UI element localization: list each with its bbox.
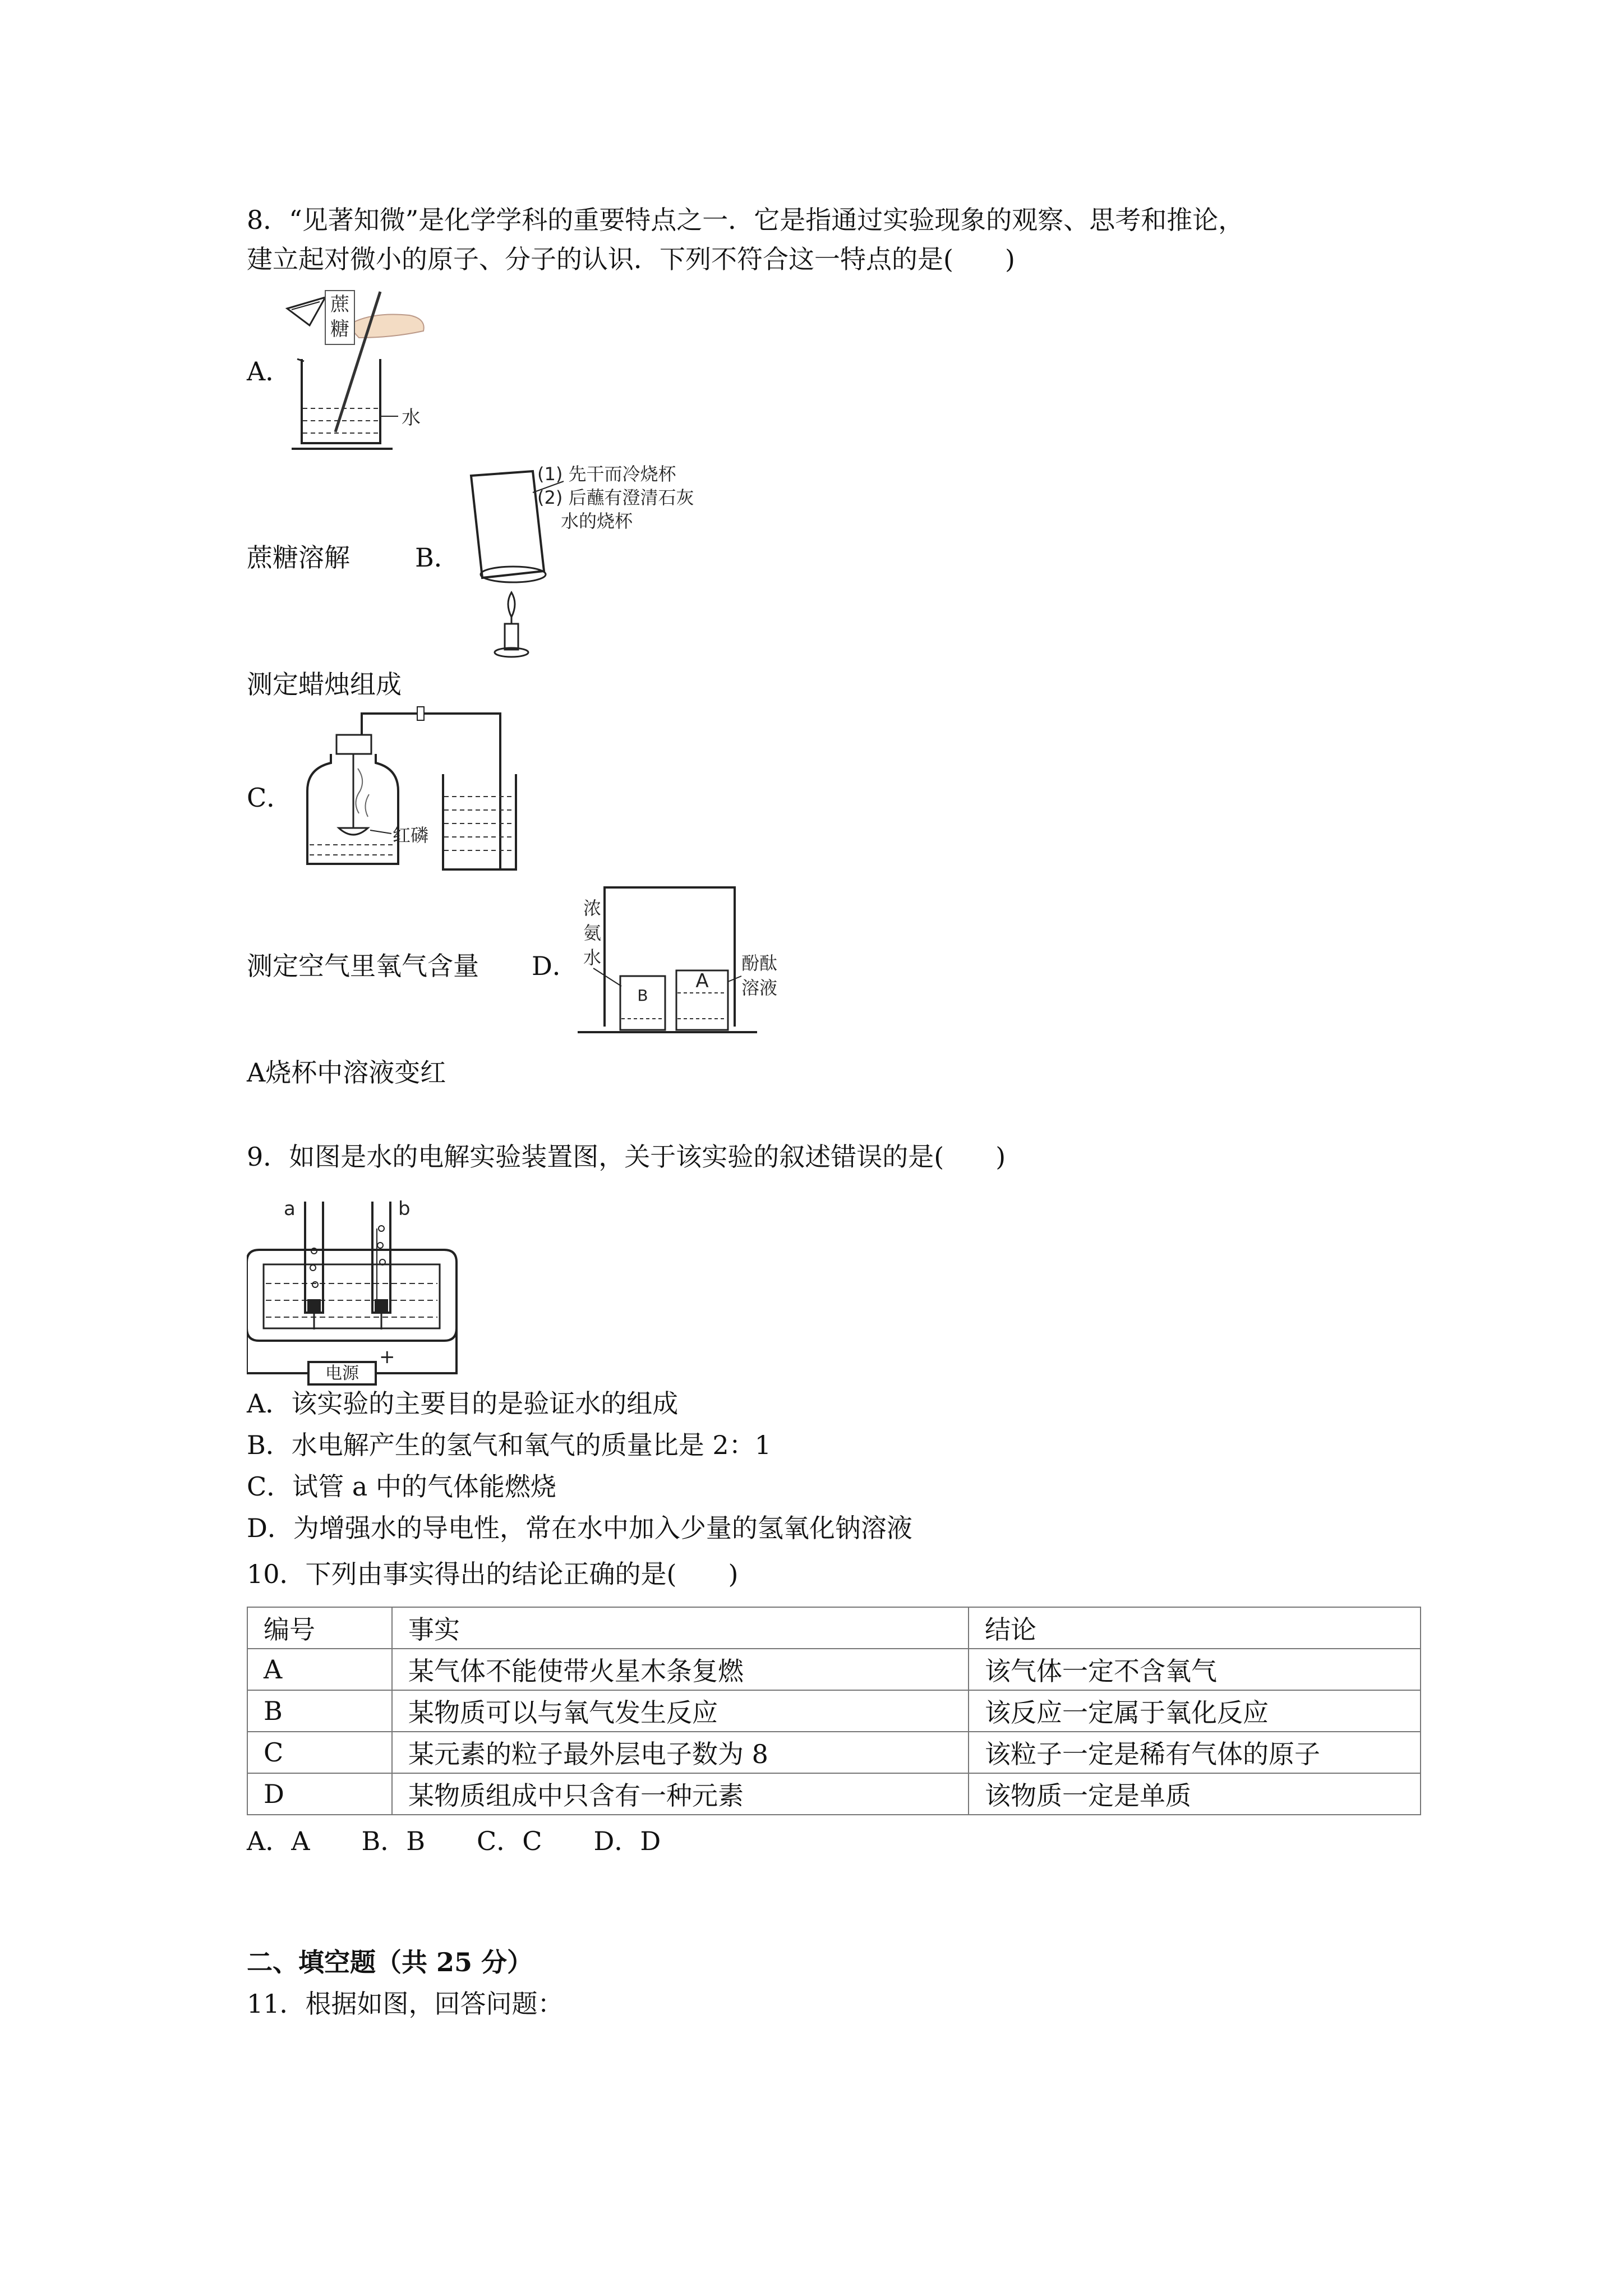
- q8-option-c-letter: C．: [247, 783, 293, 813]
- q8-stem-line2: 建立起对微小的原子、分子的认识．下列不符合这一特点的是( ): [247, 244, 1015, 274]
- q8-stem-line1: 8．“见著知微”是化学学科的重要特点之一．它是指通过实验现象的观察、思考和推论，: [247, 205, 1244, 235]
- table-cell: B: [247, 1690, 392, 1732]
- table-row: [247, 1773, 1421, 1815]
- q11-stem: 11．根据如图，回答问题：: [247, 1989, 564, 2019]
- q8-figure-b-note-2: (2) 后蘸有澄清石灰: [537, 487, 694, 508]
- q8-figure-a-label-water: 水: [402, 407, 421, 429]
- q8-figure-c-label-red-phosphorus: 红磷: [393, 825, 429, 846]
- q8-option-a-letter: A．: [247, 356, 292, 386]
- q8-figure-d-beaker-b: B: [637, 986, 648, 1005]
- q8-figure-d-ammonia: [566, 875, 802, 1043]
- q8-figure-b-candle: [449, 459, 740, 661]
- q8-option-b-letter: B．: [415, 542, 460, 573]
- q9-figure-plus-sign: +: [379, 1346, 395, 1368]
- q8-figure-a-label-sugar-2: 糖: [330, 318, 349, 341]
- q8-figure-d-right-2: 溶液: [741, 977, 778, 999]
- q8-figure-d-right-1: 酚酞: [741, 953, 778, 974]
- q10-table: [247, 1607, 1421, 1815]
- table-cell: 某物质组成中只含有一种元素: [392, 1773, 969, 1815]
- table-cell: 该物质一定是单质: [969, 1773, 1421, 1815]
- table-row: [247, 1732, 1421, 1773]
- table-cell: 某元素的粒子最外层电子数为 8: [392, 1732, 969, 1773]
- q8-option-d-letter: D．: [532, 951, 578, 981]
- q9-figure-label-a: a: [284, 1198, 296, 1220]
- q8-option-c-caption: 测定空气里氧气含量: [247, 951, 479, 981]
- table-header-row: [247, 1607, 1421, 1649]
- table-header-cell: 事实: [392, 1607, 969, 1649]
- q9-option-d: D．为增强水的导电性，常在水中加入少量的氢氧化钠溶液: [247, 1513, 912, 1543]
- q8-figure-d-beaker-a: A: [695, 970, 709, 992]
- table-row: [247, 1649, 1421, 1690]
- q8-figure-c-oxygen-in-air: [292, 701, 527, 875]
- table-header-cell: 结论: [969, 1607, 1421, 1649]
- q8-option-d-caption: A烧杯中溶液变红: [247, 1057, 446, 1088]
- q10-stem: 10．下列由事实得出的结论正确的是( ): [247, 1559, 739, 1589]
- section-2-title: 二、填空题（共 25 分）: [247, 1947, 533, 1977]
- q8-figure-b-note-3: 水的烧杯: [561, 510, 633, 532]
- table-cell: A: [247, 1649, 392, 1690]
- table-cell: 该气体一定不含氧气: [969, 1649, 1421, 1690]
- q9-option-a: A．该实验的主要目的是验证水的组成: [247, 1388, 679, 1419]
- table-cell: 某物质可以与氧气发生反应: [392, 1690, 969, 1732]
- table-cell: 该反应一定属于氧化反应: [969, 1690, 1421, 1732]
- table-cell: 某气体不能使带火星木条复燃: [392, 1649, 969, 1690]
- table-header-cell: 编号: [247, 1607, 392, 1649]
- q9-option-b: B．水电解产生的氢气和氧气的质量比是 2：1: [247, 1430, 771, 1460]
- table-cell: C: [247, 1732, 392, 1773]
- q9-figure-power-label: 电源: [325, 1364, 359, 1383]
- q9-option-c: C．试管 a 中的气体能燃烧: [247, 1471, 556, 1502]
- table-cell: D: [247, 1773, 392, 1815]
- q8-figure-a-label-sugar-1: 蔗: [330, 293, 349, 316]
- q8-option-b-caption: 测定蜡烛组成: [247, 669, 402, 700]
- q8-figure-b-note-1: (1) 先干而冷烧杯: [537, 463, 676, 485]
- q8-figure-d-left-3: 水: [583, 947, 602, 968]
- q8-figure-d-left-1: 浓: [583, 898, 602, 919]
- q9-figure-label-b: b: [398, 1198, 411, 1220]
- q9-stem: 9．如图是水的电解实验装置图，关于该实验的叙述错误的是( ): [247, 1142, 1006, 1172]
- q9-figure-electrolysis: [247, 1189, 460, 1386]
- q8-figure-d-left-2: 氨: [583, 922, 602, 944]
- table-row: [247, 1690, 1421, 1732]
- table-cell: 该粒子一定是稀有气体的原子: [969, 1732, 1421, 1773]
- q10-answer-options: A．A B．B C．C D．D: [247, 1826, 661, 1856]
- q8-figure-a-sugar-dissolving: [280, 286, 449, 454]
- q8-option-a-caption: 蔗糖溶解: [247, 542, 350, 573]
